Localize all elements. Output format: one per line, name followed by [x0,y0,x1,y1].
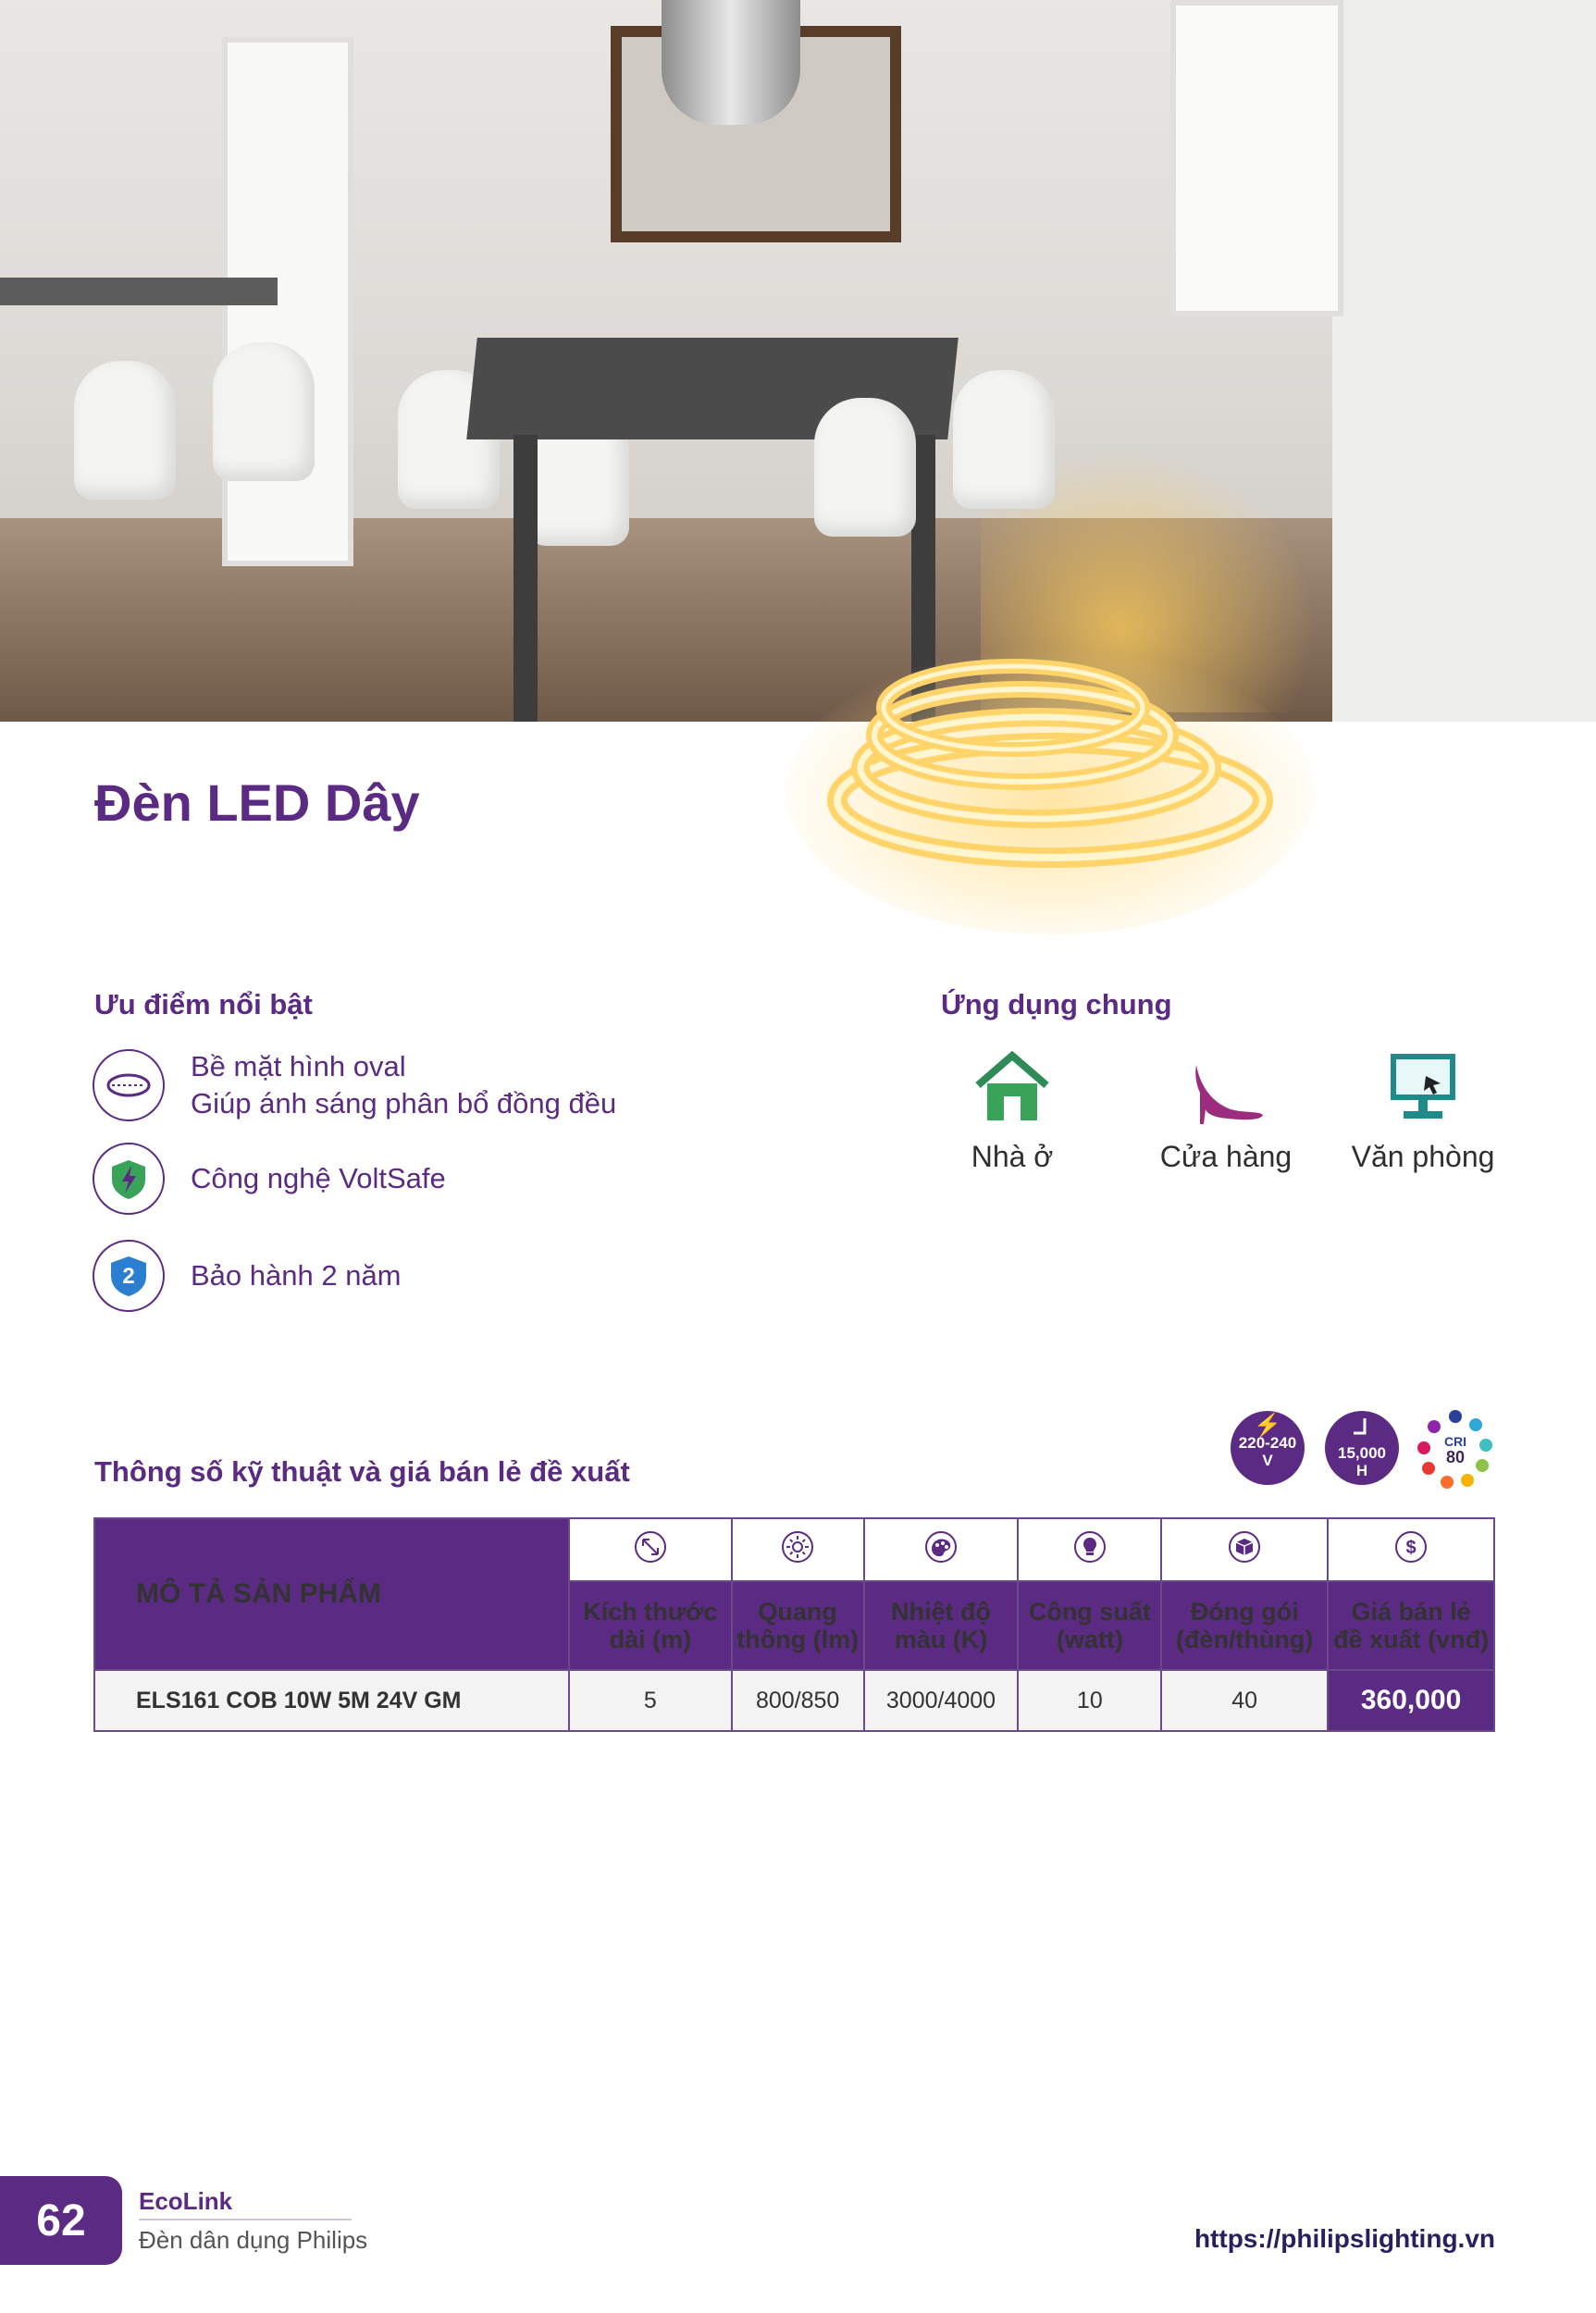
package-header-icon-cell [1161,1518,1328,1581]
lifetime-value: 15,000 [1338,1444,1386,1462]
length-header-icon-cell [569,1518,732,1581]
header-line2: thông (lm) [736,1626,860,1653]
header-line1: Công suất [1028,1598,1151,1626]
hero-bar-stool [213,342,315,481]
page-title: Đèn LED Dây [94,773,420,832]
feature-text-line1: Công nghệ VoltSafe [191,1162,446,1194]
box-icon [1228,1530,1261,1564]
lifetime-unit: H [1355,1462,1368,1479]
color-palette-icon [924,1530,958,1564]
hero-range-hood [662,0,800,125]
voltsafe-icon [93,1143,165,1215]
hero-wall-right [1332,0,1596,722]
lumen-cell: 800/850 [732,1670,864,1731]
application-label: Nhà ở [971,1140,1054,1173]
voltage-value: 220-240 [1238,1434,1297,1452]
feature-text-line1: Bảo hành 2 năm [191,1259,402,1292]
hero-table-leg [513,435,538,722]
cri-label: CRI [1443,1434,1467,1449]
feature-text-line1: Bề mặt hình oval [191,1050,406,1082]
cri-badge [1414,1408,1497,1491]
header-line2: (watt) [1056,1626,1123,1653]
footer-subtitle: Đèn dân dụng Philips [139,2226,368,2254]
voltage-badge [1231,1411,1305,1485]
column-header-package [1161,1581,1328,1670]
header-line2: dài (m) [609,1626,692,1653]
column-header-lumen [732,1581,864,1670]
product-description-header: MÔ TẢ SẢN PHẨM [94,1518,569,1670]
column-header-cct [864,1581,1019,1670]
header-line1: Giá bán lẻ [1351,1598,1471,1626]
hero-chair [953,370,1055,509]
footer-brand: EcoLink [139,2187,233,2215]
wattage-header-icon-cell [1018,1518,1161,1581]
lifetime-badge [1325,1411,1399,1485]
feature-item [93,1240,402,1312]
hero-window-right [1170,0,1343,316]
header-line2: màu (K) [894,1626,988,1653]
column-header-wattage [1018,1581,1161,1670]
clock-hand-icon [1350,1416,1374,1441]
column-header-length [569,1581,732,1670]
header-line1: Nhiệt độ [891,1598,991,1626]
header-line1: Kích thước [583,1598,718,1626]
footer-divider [139,2219,352,2220]
svg-text:$: $ [1405,1537,1417,1558]
cct-header-icon-cell [864,1518,1019,1581]
bulb-icon [1073,1530,1107,1564]
hero-bar-stool [74,361,176,500]
office-monitor-icon [1381,1048,1465,1128]
header-line1: Đóng gói [1190,1598,1299,1626]
length-cell: 5 [569,1670,732,1731]
house-icon [971,1048,1054,1128]
price-cell: 360,000 [1328,1670,1494,1731]
spec-table [93,1517,1495,1732]
application-item [920,1048,1105,1174]
header-line2: đề xuất (vnđ) [1333,1626,1490,1653]
hero-kitchen-counter [0,278,278,305]
cct-cell: 3000/4000 [864,1670,1019,1731]
price-header-icon-cell [1328,1518,1494,1581]
footer-url-link[interactable]: https://philipslighting.vn [1194,2224,1495,2253]
cri-value: 80 [1445,1448,1466,1466]
lumen-header-icon-cell [732,1518,864,1581]
feature-text-line2: Giúp ánh sáng phân bổ đồng đều [191,1087,617,1119]
diagonal-arrow-icon [634,1530,667,1564]
led-strip-product-image [786,629,1314,934]
product-name-cell: ELS161 COB 10W 5M 24V GM [94,1670,569,1731]
dollar-icon [1394,1530,1428,1564]
svg-text:2: 2 [122,1264,135,1289]
application-item [1330,1048,1516,1174]
application-label: Cửa hàng [1159,1140,1293,1173]
application-label: Văn phòng [1351,1140,1495,1173]
voltage-unit: V [1262,1452,1273,1469]
applications-heading: Ứng dụng chung [941,988,1172,1020]
hero-photo [0,0,1596,722]
application-item [1133,1048,1318,1174]
header-line2: (đèn/thùng) [1175,1626,1314,1653]
features-heading: Ưu điểm nổi bật [94,988,313,1020]
feature-item [93,1048,616,1122]
lumen-sun-icon [781,1530,814,1564]
feature-item [93,1143,446,1215]
page-number: 62 [0,2176,122,2265]
header-line1: Quang [758,1598,837,1626]
table-row [94,1670,1494,1731]
hero-chair [814,398,916,537]
package-cell: 40 [1161,1670,1328,1731]
specs-heading: Thông số kỹ thuật và giá bán lẻ đề xuất [94,1455,630,1488]
wattage-cell: 10 [1018,1670,1161,1731]
high-heel-shoe-icon [1180,1048,1272,1128]
oval-surface-icon [93,1049,165,1121]
column-header-price [1328,1581,1494,1670]
warranty-2-year-icon [93,1240,165,1312]
lightning-icon: ⚡ [1254,1413,1281,1438]
